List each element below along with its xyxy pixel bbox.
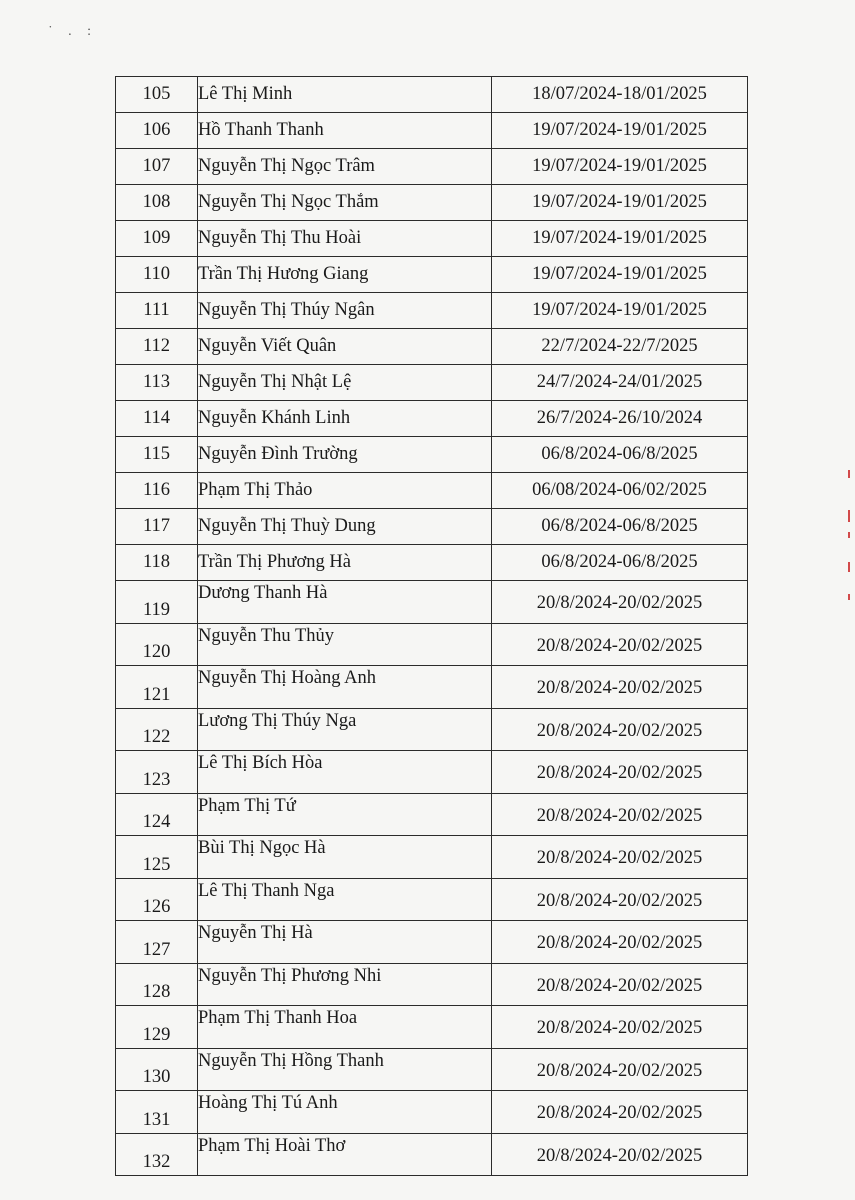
period-cell: 20/8/2024-20/02/2025	[492, 581, 748, 624]
row-number-cell: 106	[116, 113, 198, 149]
name-cell: Nguyễn Thị Phương Nhi	[198, 963, 492, 1006]
period-cell: 20/8/2024-20/02/2025	[492, 963, 748, 1006]
row-number-cell: 114	[116, 401, 198, 437]
period-cell: 19/07/2024-19/01/2025	[492, 293, 748, 329]
table-row	[116, 666, 748, 709]
name-cell: Trần Thị Phương Hà	[198, 545, 492, 581]
row-number-cell: 128	[116, 963, 198, 1006]
name-cell: Bùi Thị Ngọc Hà	[198, 836, 492, 879]
table-row	[116, 623, 748, 666]
row-number-cell: 130	[116, 1048, 198, 1091]
table-row	[116, 963, 748, 1006]
name-cell: Dương Thanh Hà	[198, 581, 492, 624]
table-row	[116, 257, 748, 293]
name-cell: Phạm Thị Thanh Hoa	[198, 1006, 492, 1049]
name-cell: Nguyễn Thị Hồng Thanh	[198, 1048, 492, 1091]
period-cell: 20/8/2024-20/02/2025	[492, 793, 748, 836]
row-number-cell: 111	[116, 293, 198, 329]
name-cell: Hồ Thanh Thanh	[198, 113, 492, 149]
name-cell: Nguyễn Thị Ngọc Thắm	[198, 185, 492, 221]
row-number-cell: 127	[116, 921, 198, 964]
period-cell: 20/8/2024-20/02/2025	[492, 708, 748, 751]
period-cell: 20/8/2024-20/02/2025	[492, 1133, 748, 1176]
red-stamp-edge-marks	[846, 470, 854, 610]
period-cell: 20/8/2024-20/02/2025	[492, 1006, 748, 1049]
period-cell: 20/8/2024-20/02/2025	[492, 1091, 748, 1134]
period-cell: 20/8/2024-20/02/2025	[492, 1048, 748, 1091]
row-number-cell: 126	[116, 878, 198, 921]
period-cell: 06/08/2024-06/02/2025	[492, 473, 748, 509]
period-cell: 19/07/2024-19/01/2025	[492, 257, 748, 293]
period-cell: 18/07/2024-18/01/2025	[492, 77, 748, 113]
name-cell: Phạm Thị Hoài Thơ	[198, 1133, 492, 1176]
table-row	[116, 793, 748, 836]
row-number-cell: 120	[116, 623, 198, 666]
table-row	[116, 221, 748, 257]
roster-table	[115, 76, 748, 1176]
row-number-cell: 122	[116, 708, 198, 751]
name-cell: Lương Thị Thúy Nga	[198, 708, 492, 751]
row-number-cell: 105	[116, 77, 198, 113]
table-row	[116, 708, 748, 751]
period-cell: 06/8/2024-06/8/2025	[492, 437, 748, 473]
row-number-cell: 109	[116, 221, 198, 257]
table-row	[116, 437, 748, 473]
table-row	[116, 1133, 748, 1176]
name-cell: Nguyễn Thị Nhật Lệ	[198, 365, 492, 401]
table-row	[116, 329, 748, 365]
period-cell: 20/8/2024-20/02/2025	[492, 921, 748, 964]
row-number-cell: 108	[116, 185, 198, 221]
table-row	[116, 581, 748, 624]
row-number-cell: 125	[116, 836, 198, 879]
row-number-cell: 116	[116, 473, 198, 509]
period-cell: 22/7/2024-22/7/2025	[492, 329, 748, 365]
period-cell: 19/07/2024-19/01/2025	[492, 149, 748, 185]
period-cell: 19/07/2024-19/01/2025	[492, 221, 748, 257]
name-cell: Lê Thị Thanh Nga	[198, 878, 492, 921]
table-row	[116, 149, 748, 185]
table-row	[116, 77, 748, 113]
table-row	[116, 878, 748, 921]
period-cell: 20/8/2024-20/02/2025	[492, 836, 748, 879]
name-cell: Nguyễn Thị Hoàng Anh	[198, 666, 492, 709]
row-number-cell: 132	[116, 1133, 198, 1176]
name-cell: Lê Thị Minh	[198, 77, 492, 113]
table-row	[116, 1006, 748, 1049]
table-row	[116, 751, 748, 794]
period-cell: 26/7/2024-26/10/2024	[492, 401, 748, 437]
table-row	[116, 509, 748, 545]
scan-artifact-dots: ˙ . :	[48, 24, 98, 39]
name-cell: Nguyễn Thị Ngọc Trâm	[198, 149, 492, 185]
name-cell: Nguyễn Đình Trường	[198, 437, 492, 473]
name-cell: Lê Thị Bích Hòa	[198, 751, 492, 794]
name-cell: Nguyễn Thị Thuỳ Dung	[198, 509, 492, 545]
name-cell: Nguyễn Thị Hà	[198, 921, 492, 964]
name-cell: Phạm Thị Thảo	[198, 473, 492, 509]
name-cell: Phạm Thị Tứ	[198, 793, 492, 836]
table-row	[116, 836, 748, 879]
table-row	[116, 473, 748, 509]
row-number-cell: 115	[116, 437, 198, 473]
name-cell: Nguyễn Thị Thu Hoài	[198, 221, 492, 257]
row-number-cell: 131	[116, 1091, 198, 1134]
table-row	[116, 185, 748, 221]
period-cell: 19/07/2024-19/01/2025	[492, 113, 748, 149]
name-cell: Nguyễn Thị Thúy Ngân	[198, 293, 492, 329]
roster-table-body	[116, 77, 748, 1176]
name-cell: Nguyễn Viết Quân	[198, 329, 492, 365]
row-number-cell: 107	[116, 149, 198, 185]
row-number-cell: 110	[116, 257, 198, 293]
row-number-cell: 118	[116, 545, 198, 581]
row-number-cell: 121	[116, 666, 198, 709]
table-row	[116, 365, 748, 401]
table-row	[116, 921, 748, 964]
row-number-cell: 123	[116, 751, 198, 794]
row-number-cell: 124	[116, 793, 198, 836]
row-number-cell: 119	[116, 581, 198, 624]
table-row	[116, 1091, 748, 1134]
row-number-cell: 129	[116, 1006, 198, 1049]
table-row	[116, 1048, 748, 1091]
period-cell: 20/8/2024-20/02/2025	[492, 751, 748, 794]
period-cell: 06/8/2024-06/8/2025	[492, 509, 748, 545]
table-row	[116, 113, 748, 149]
row-number-cell: 113	[116, 365, 198, 401]
table-row	[116, 401, 748, 437]
period-cell: 20/8/2024-20/02/2025	[492, 666, 748, 709]
name-cell: Nguyễn Thu Thủy	[198, 623, 492, 666]
name-cell: Hoàng Thị Tú Anh	[198, 1091, 492, 1134]
period-cell: 06/8/2024-06/8/2025	[492, 545, 748, 581]
row-number-cell: 112	[116, 329, 198, 365]
period-cell: 19/07/2024-19/01/2025	[492, 185, 748, 221]
name-cell: Nguyễn Khánh Linh	[198, 401, 492, 437]
table-row	[116, 545, 748, 581]
table-row	[116, 293, 748, 329]
period-cell: 20/8/2024-20/02/2025	[492, 878, 748, 921]
period-cell: 20/8/2024-20/02/2025	[492, 623, 748, 666]
period-cell: 24/7/2024-24/01/2025	[492, 365, 748, 401]
name-cell: Trần Thị Hương Giang	[198, 257, 492, 293]
row-number-cell: 117	[116, 509, 198, 545]
